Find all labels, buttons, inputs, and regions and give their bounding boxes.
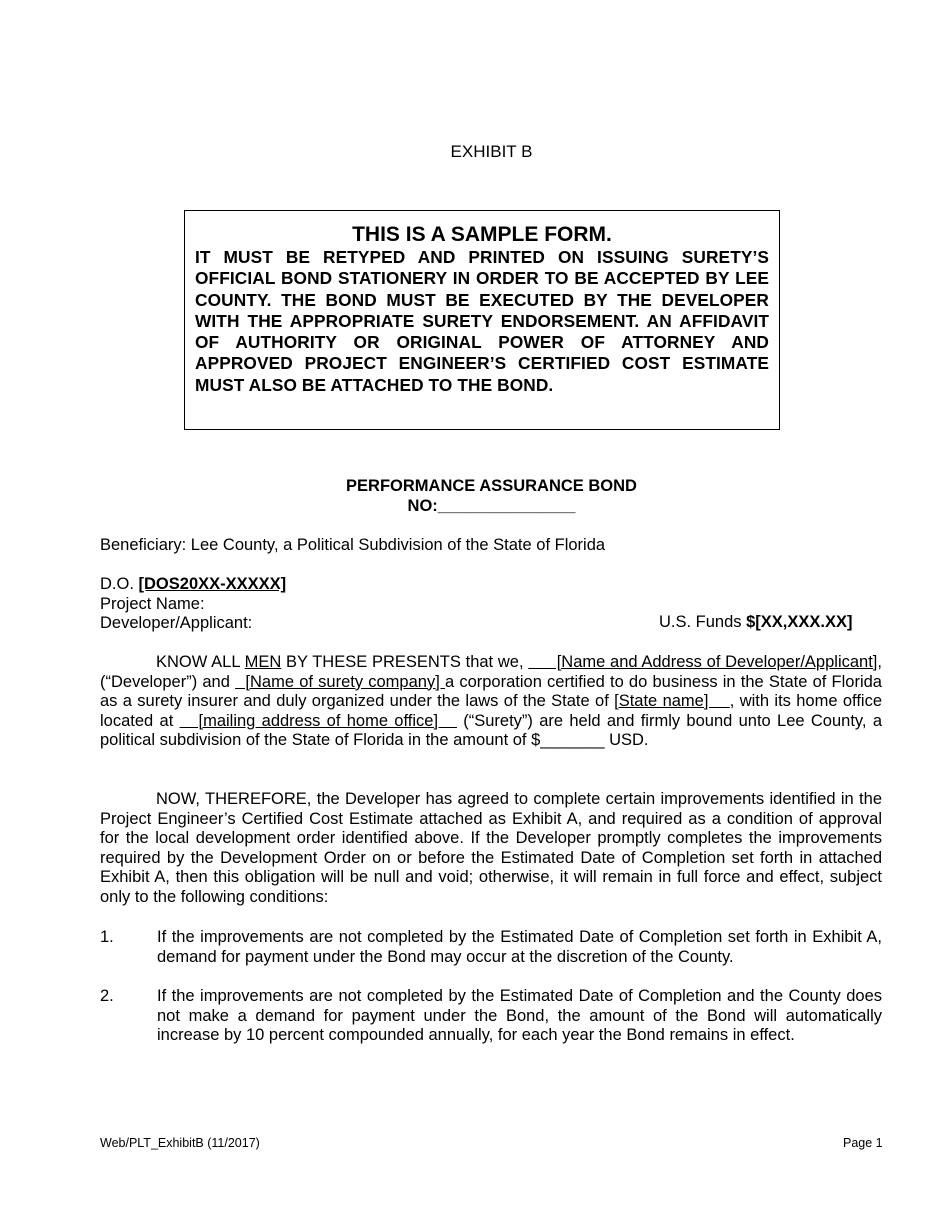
exhibit-label: EXHIBIT B [450,142,533,161]
home-office-field: [mailing address of home office] [179,711,457,730]
para1-text: (“Surety”) are held and firmly bound unto Lee County, a political subdivision of the State of Florida in the amount of $_______ USD. [100,711,882,750]
condition-number: 1. [100,928,114,946]
know-all-paragraph [100,653,882,751]
para1-text: , (“Developer”) and [100,653,882,691]
now-therefore-paragraph: NOW, THEREFORE, the Developer has agreed to complete certain improvements identified in the Project Engineer’s Certified Cost Estimate attached as Exhibit A, and required as a condition of approval for the local development order identified above. If the Developer promptly completes the improvements required by the Development Order on or before the Estimated Date of Completion set forth in attached Exhibit A, then this obligation will be null and void; otherwise, it will remain in full force and effect, subject only to the following conditions: [100,790,882,906]
beneficiary-line: Beneficiary: Lee County, a Political Subdivision of the State of Florida [100,536,606,554]
state-name-field: [State name] [614,692,730,711]
men-text: MEN [244,653,282,671]
para1-text: , with its home office located at [100,692,882,730]
developer-name-field: [Name and Address of Developer/Applicant] [528,653,878,671]
condition-number: 2. [100,987,114,1005]
para1-text: BY THESE PRESENTS that we, [281,653,529,671]
para1-text: KNOW ALL [156,653,245,671]
do-line [100,574,286,594]
funds-label: U.S. Funds [659,613,747,631]
para1-text: a corporation certified to do business in the State of Florida as a surety insurer and duly organized under the laws of the State of [100,672,882,711]
surety-name-field: [Name of surety company] [235,672,445,691]
condition-text: If the improvements are not completed by the Estimated Date of Completion and the County does not make a demand for payment under the Bond, the amount of the Bond will automatically increase by 10 percent compounded annually, for each year the Bond remains in effect. [157,987,882,1045]
sample-form-text: IT MUST BE RETYPED AND PRINTED ON ISSUING SURETY’S OFFICIAL BOND STATIONERY IN ORDER TO BE ACCEPTED BY LEE COUNTY. THE BOND MUST BE EXECUTED BY THE DEVELOPER WITH THE APPROPRIATE SURETY ENDORSEMENT. AN AFFIDAVIT OF AUTHORITY OR ORIGINAL POWER OF ATTORNEY AND APPROVED PROJECT ENGINEER’S CERTIFIED COST ESTIMATE MUST ALSO BE ATTACHED TO THE BOND. [195,247,769,395]
bond-title: PERFORMANCE ASSURANCE BOND [346,477,637,495]
do-label: D.O. [100,575,139,593]
sample-form-notice [184,210,780,430]
funds-amount: $[XX,XXX.XX] [746,613,853,631]
bond-heading [0,476,950,516]
us-funds [659,613,853,632]
developer-label: Developer/Applicant: [100,614,253,632]
footer-form-id: Web/PLT_ExhibitB (11/2017) [100,1136,260,1150]
sample-form-title: THIS IS A SAMPLE FORM. [352,223,612,246]
condition-text: If the improvements are not completed by the Estimated Date of Completion set forth in Exhibit A, demand for payment under the Bond may occur at the discretion of the County. [157,928,882,966]
page-number: Page 1 [843,1136,883,1150]
do-number: [DOS20XX-XXXXX] [138,575,287,593]
project-name-label: Project Name: [100,595,205,613]
bond-number: NO:_______________ [407,497,576,515]
